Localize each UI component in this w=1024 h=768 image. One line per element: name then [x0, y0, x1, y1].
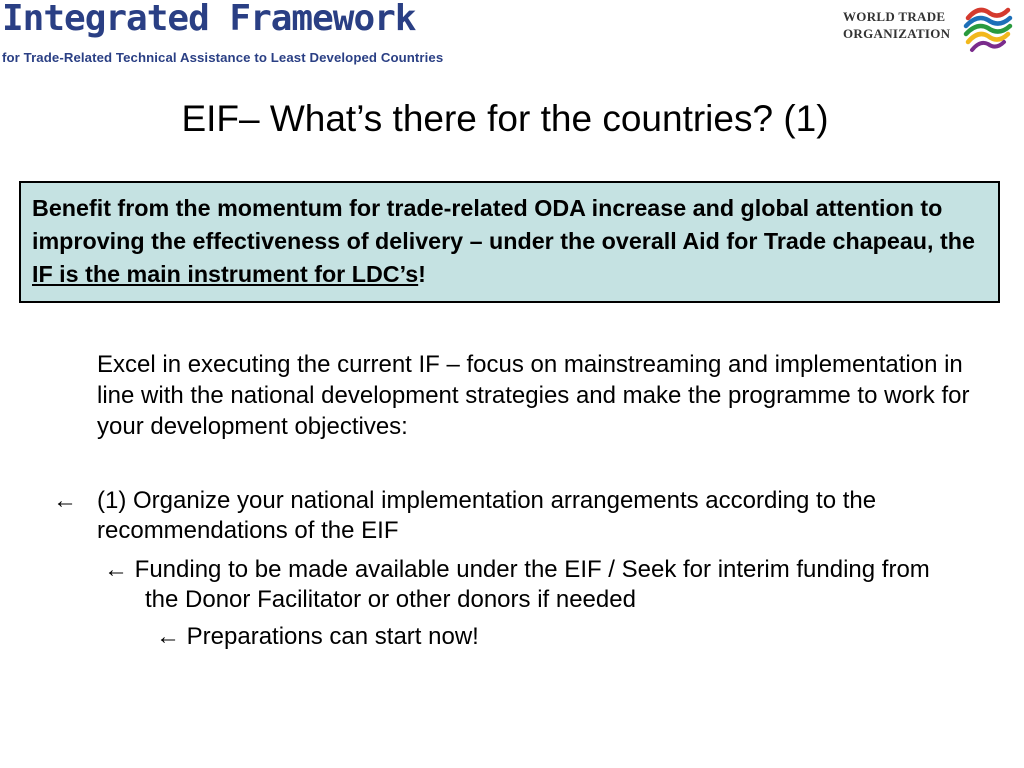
callout-end: !	[418, 261, 426, 287]
callout-emphasis: IF is the main instrument for LDC’s	[32, 261, 419, 287]
left-arrow-icon: ←	[104, 556, 128, 583]
wto-logo-icon	[962, 0, 1014, 56]
bullet-3-text: Preparations can start now!	[186, 623, 479, 650]
left-arrow-icon: ←	[156, 623, 180, 650]
bullet-2-text: Funding to be made available under the EIF / Seek for interim funding from the Donor Facilitator or other donors if needed	[134, 556, 930, 613]
bullet-1	[53, 486, 977, 546]
wto-name-line2: ORGANIZATION	[843, 26, 951, 41]
wto-name-line1: WORLD TRADE	[843, 9, 946, 24]
intro-paragraph: Excel in executing the current IF – focus on mainstreaming and implementation in line with the national development strategies and make the programme to work for your development objectives:	[97, 351, 970, 440]
header-title: Integrated Framework	[2, 0, 416, 39]
header-subtitle: for Trade-Related Technical Assistance to Least Developed Countries	[2, 50, 444, 65]
bullet-1-text: (1) Organize your national implementation arrangements according to the recommendations of the EIF	[97, 487, 877, 544]
callout-text: Benefit from the momentum for trade-related ODA increase and global attention to improving the effectiveness of delivery – under the overall Aid for Trade chapeau, the	[32, 195, 975, 254]
wto-name	[843, 8, 961, 42]
callout-box	[19, 181, 1000, 303]
bullet-2	[104, 555, 954, 615]
bullet-3	[156, 622, 856, 652]
slide-title: EIF– What’s there for the countries? (1)	[181, 98, 829, 139]
left-arrow-icon: ←	[53, 487, 77, 514]
